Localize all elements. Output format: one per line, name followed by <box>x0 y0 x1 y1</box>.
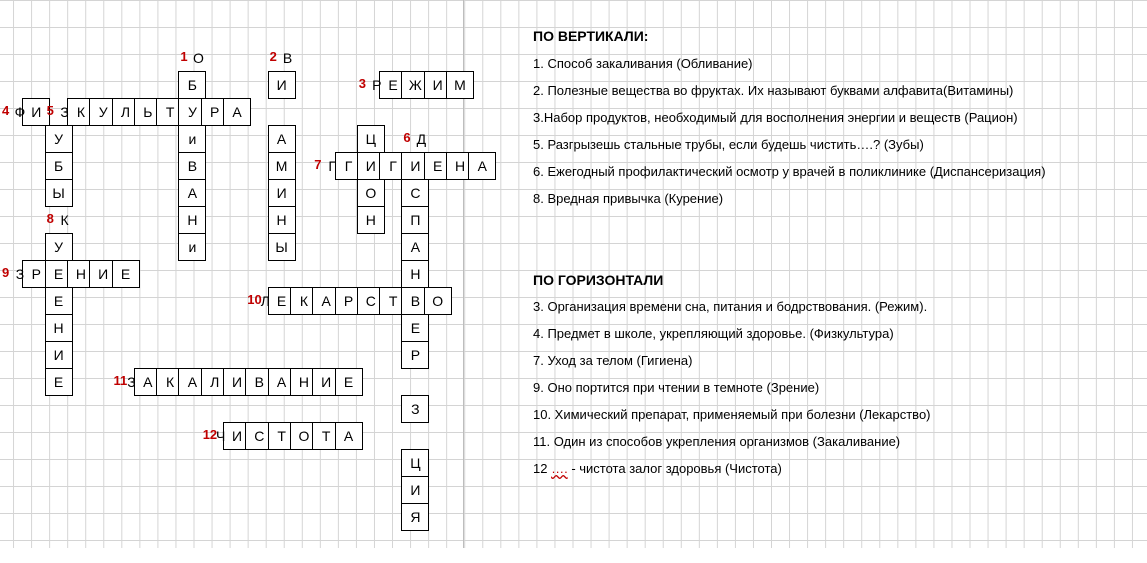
cell-letter: Л <box>260 293 270 309</box>
crossword-cell <box>401 314 429 342</box>
cell-letter: А <box>276 374 287 390</box>
crossword-cell <box>335 368 363 396</box>
cell-letter: А <box>143 374 153 390</box>
crossword-cell <box>178 71 206 99</box>
cell-letter: О <box>432 293 444 309</box>
clue-number: 6 <box>403 130 411 145</box>
cell-letter: Ц <box>410 455 421 471</box>
cell-letter: З <box>127 374 136 390</box>
cell-letter: Ы <box>275 239 288 255</box>
cell-letter: У <box>54 239 64 255</box>
cell-letter: И <box>98 266 109 282</box>
cell-letter: Е <box>276 293 287 309</box>
cell-letter: Т <box>388 293 398 309</box>
cell-letter: К <box>60 212 69 228</box>
cell-letter: У <box>187 104 197 120</box>
cell-letter: И <box>410 158 421 174</box>
cell-letter: А <box>232 104 242 120</box>
cell-letter: А <box>343 428 354 444</box>
cell-letter: О <box>192 50 204 66</box>
cell-letter: Г <box>328 158 336 174</box>
crossword-cell <box>401 125 429 153</box>
cell-letter: И <box>432 77 443 93</box>
cell-letter: и <box>188 239 197 255</box>
clue-vertical-6: 6. Ежегодный профилактический осмотр у врачей в поликлинике (Диспансеризация) <box>533 164 1046 179</box>
cell-letter: Т <box>321 428 331 444</box>
cell-letter: Н <box>298 374 309 390</box>
crossword-cell <box>357 206 385 234</box>
crossword-cell <box>468 152 496 180</box>
crossword-cell <box>45 179 73 207</box>
clue-vertical-8: 8. Вредная привычка (Курение) <box>533 191 724 206</box>
cell-letter: Р <box>372 77 382 93</box>
cell-letter: Е <box>120 266 131 282</box>
crossword-cell <box>401 341 429 369</box>
cell-letter: В <box>254 374 264 390</box>
cell-letter: Р <box>410 347 421 363</box>
crossword-cell <box>178 44 206 72</box>
cell-letter: А <box>410 239 421 255</box>
crossword-cell <box>268 233 296 261</box>
crossword-cell <box>45 287 73 315</box>
crossword-cell <box>401 206 429 234</box>
clue-horizontal-3: 3. Организация времени сна, питания и бодрствования. (Режим). <box>533 299 928 314</box>
cell-letter: и <box>188 131 197 147</box>
clue-horizontal-4: 4. Предмет в школе, укрепляющий здоровье. (Физкультура) <box>533 326 894 341</box>
crossword-cell <box>45 341 73 369</box>
horizontal-heading: ПО ГОРИЗОНТАЛИ <box>533 272 664 288</box>
cell-letter: О <box>365 185 377 201</box>
cell-letter: О <box>298 428 310 444</box>
clue-12-blank: …. <box>551 461 568 476</box>
crossword-cell <box>112 260 140 288</box>
cell-letter: С <box>365 293 376 309</box>
crossword-cell <box>178 125 206 153</box>
cell-letter: П <box>410 212 421 228</box>
cell-letter: Б <box>187 77 197 93</box>
crossword-cell <box>401 395 429 423</box>
cell-letter: И <box>231 428 243 444</box>
crossword-cell <box>268 71 296 99</box>
cell-letter: Г <box>344 158 353 174</box>
cell-letter: В <box>282 50 293 66</box>
crossword-cell <box>401 260 429 288</box>
clue-horizontal-7: 7. Уход за телом (Гигиена) <box>533 353 693 368</box>
crossword-cell <box>178 179 206 207</box>
crossword-cell <box>401 476 429 504</box>
cell-letter: С <box>254 428 265 444</box>
cell-letter: Н <box>276 212 287 228</box>
cell-letter: И <box>321 374 332 390</box>
cell-letter: Е <box>53 374 64 390</box>
cell-letter: Е <box>53 293 64 309</box>
crossword-cell <box>178 206 206 234</box>
crossword-cell <box>268 179 296 207</box>
clue-vertical-3: 3.Набор продуктов, необходимый для восполнения энергии и веществ (Рацион) <box>533 110 1018 125</box>
cell-letter: И <box>365 158 376 174</box>
clue-number: 4 <box>2 103 10 118</box>
crossword-cell <box>401 503 429 531</box>
cell-letter: М <box>454 77 466 93</box>
crossword-cell <box>45 152 73 180</box>
crossword-cell <box>178 233 206 261</box>
cell-letter: Я <box>410 509 421 525</box>
cell-letter: С <box>410 185 421 201</box>
crossword-cell <box>401 449 429 477</box>
clue-vertical-2: 2. Полезные вещества во фруктах. Их называют буквами алфавита(Витамины) <box>533 83 1014 98</box>
cell-letter: Л <box>120 104 131 120</box>
cell-letter: Р <box>343 293 354 309</box>
clue-number: 2 <box>269 49 277 64</box>
crossword-cell <box>45 206 73 234</box>
cell-letter: Е <box>410 320 421 336</box>
cell-letter: А <box>187 185 198 201</box>
crossword-cell <box>45 368 73 396</box>
crossword-cell <box>446 71 474 99</box>
cell-letter: Е <box>433 158 443 174</box>
cell-letter: И <box>53 347 64 363</box>
cell-letter: З <box>60 104 69 120</box>
cell-letter: Н <box>365 212 376 228</box>
cell-letter: Н <box>410 266 421 282</box>
clue-number: 11 <box>113 373 128 388</box>
vertical-heading: ПО ВЕРТИКАЛИ: <box>533 28 649 44</box>
crossword-cell <box>45 125 73 153</box>
cell-letter: В <box>187 158 198 174</box>
crossword-cell <box>401 179 429 207</box>
cell-letter: А <box>321 293 331 309</box>
cell-letter: Ж <box>408 77 422 93</box>
cell-letter: Б <box>54 158 64 174</box>
cell-letter: А <box>276 131 287 147</box>
clue-horizontal-10: 10. Химический препарат, применяемый при болезни (Лекарство) <box>533 407 931 422</box>
cell-letter: Д <box>416 131 427 147</box>
cell-letter: Т <box>165 104 175 120</box>
cell-letter: Ц <box>365 131 376 147</box>
crossword-cell <box>268 44 296 72</box>
cell-letter: А <box>477 158 487 174</box>
cell-letter: Л <box>210 374 220 390</box>
crossword-cell <box>268 206 296 234</box>
crossword-cell <box>268 125 296 153</box>
clue-number: 7 <box>314 157 322 172</box>
cell-letter: Т <box>277 428 286 444</box>
cell-letter: Е <box>343 374 354 390</box>
cell-letter: И <box>410 482 421 498</box>
crossword-cell <box>45 314 73 342</box>
cell-letter: А <box>187 374 198 390</box>
clue-horizontal-9: 9. Оно портится при чтении в темноте (Зрение) <box>533 380 820 395</box>
clue-number: 10 <box>247 292 262 307</box>
cell-letter: У <box>54 131 64 147</box>
clue-number: 3 <box>358 76 367 91</box>
cell-letter: К <box>166 374 175 390</box>
clue-vertical-5: 5. Разгрызешь стальные трубы, если будешь чистить….? (Зубы) <box>533 137 924 152</box>
cell-letter: Н <box>454 158 466 174</box>
cell-letter: И <box>276 77 287 93</box>
crossword-cell <box>424 287 452 315</box>
cell-letter: Н <box>75 266 86 282</box>
cell-letter: М <box>275 158 288 174</box>
clue-vertical-1: 1. Способ закаливания (Обливание) <box>533 56 753 71</box>
cell-letter: Р <box>31 266 41 282</box>
cell-letter: Ь <box>143 104 153 120</box>
crossword-cell <box>401 233 429 261</box>
crossword-cell <box>268 152 296 180</box>
cell-letter: З <box>411 401 420 417</box>
cell-letter: В <box>410 293 421 309</box>
crossword-grid <box>0 0 487 548</box>
cell-letter: Р <box>210 104 220 120</box>
clue-horizontal-12 <box>533 461 782 477</box>
cell-letter: И <box>276 185 287 201</box>
clue-number: 5 <box>46 103 54 118</box>
crossword-cell <box>335 422 363 450</box>
cell-letter: Ч <box>216 428 226 444</box>
clue-number: 12 <box>202 427 218 442</box>
clue-number: 8 <box>46 211 54 226</box>
cell-letter: К <box>76 104 85 120</box>
cell-letter: Е <box>53 266 64 282</box>
cell-letter: Н <box>53 320 64 336</box>
clue-12-number: 12 <box>533 461 552 476</box>
cell-letter: З <box>15 266 25 282</box>
page-bottom-margin <box>0 548 1147 563</box>
cell-letter: Е <box>388 77 398 93</box>
clue-number: 9 <box>2 265 10 280</box>
crossword-cell <box>45 233 73 261</box>
crossword-cell <box>357 125 385 153</box>
clue-12-text: - чистота залог здоровья (Чистота) <box>567 461 782 476</box>
cell-letter: И <box>231 374 243 390</box>
crossword-cell <box>178 152 206 180</box>
crossword-cell <box>357 179 385 207</box>
cell-letter: Ф <box>14 104 26 120</box>
cell-letter: К <box>299 293 308 309</box>
clue-number: 1 <box>180 49 188 64</box>
cell-letter: И <box>31 104 42 120</box>
cell-letter: Н <box>187 212 198 228</box>
clue-horizontal-11: 11. Один из способов укрепления организмов (Закаливание) <box>533 434 901 449</box>
cell-letter: Г <box>389 158 397 174</box>
cell-letter: У <box>98 104 108 120</box>
crossword-cell <box>223 98 251 126</box>
cell-letter: Ы <box>52 185 65 201</box>
